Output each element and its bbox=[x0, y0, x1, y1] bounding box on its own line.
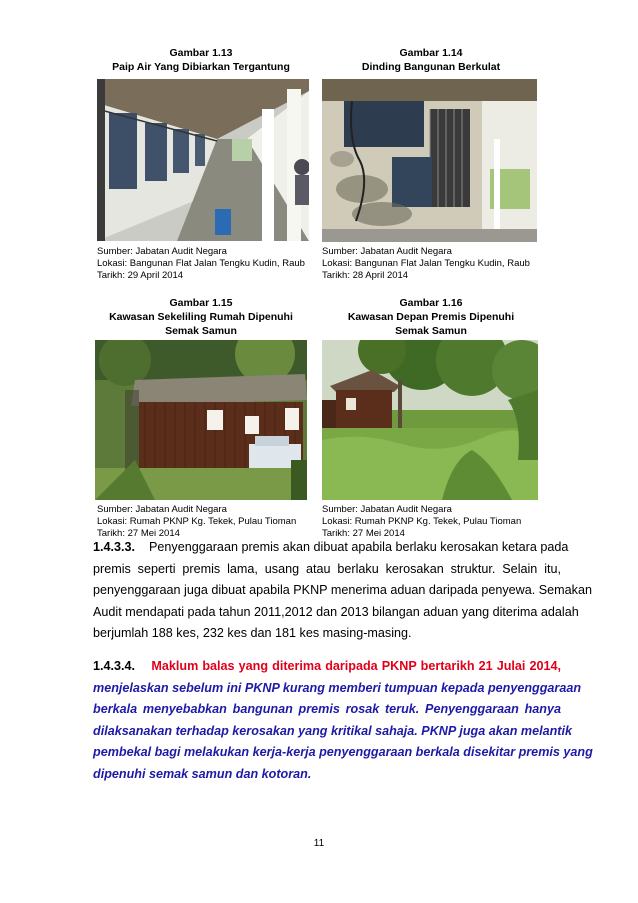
paragraph-line: premis seperti premis lama, usang atau berlaku kerosakan struktur. Selain itu, bbox=[93, 561, 561, 576]
figure-date: Tarikh: 28 April 2014 bbox=[322, 270, 409, 281]
figure-number: Gambar 1.14 bbox=[399, 47, 463, 59]
figure-title-line-2: Semak Samun bbox=[165, 325, 237, 337]
paragraph-line bbox=[93, 537, 569, 559]
figure-location: Lokasi: Bangunan Flat Jalan Tengku Kudin, Raub bbox=[322, 258, 530, 269]
figure-source: Sumber: Jabatan Audit Negara bbox=[322, 246, 452, 257]
paragraph-text: Penyenggaraan premis akan dibuat apabila berlaku kerosakan ketara pada bbox=[149, 540, 569, 554]
response-line: pembekal bagi melakukan kerja-kerja penyenggaraan berkala disekitar premis yang bbox=[93, 745, 593, 760]
figure-number: Gambar 1.13 bbox=[169, 47, 233, 59]
figure-1-14 bbox=[322, 46, 540, 286]
figure-title: Dinding Bangunan Berkulat bbox=[361, 61, 501, 73]
page-number: 11 bbox=[313, 838, 325, 849]
overgrown-yard-photo bbox=[322, 340, 538, 500]
figure-date: Tarikh: 27 Mei 2014 bbox=[322, 528, 405, 539]
figure-1-15 bbox=[92, 296, 310, 539]
figure-source: Sumber: Jabatan Audit Negara bbox=[97, 246, 227, 257]
figure-location: Lokasi: Rumah PKNP Kg. Tekek, Pulau Tioman bbox=[97, 516, 297, 527]
moldy-wall-photo bbox=[322, 79, 537, 242]
paragraph-line: Audit mendapati pada tahun 2011,2012 dan 2013 bilangan aduan yang diterima adalah bbox=[93, 604, 579, 619]
paragraph-1-4-3-4 bbox=[93, 656, 593, 786]
paragraph-line: penyenggaraan juga dibuat apabila PKNP menerima aduan daripada penyewa. Semakan bbox=[93, 583, 592, 598]
response-line: dipenuhi semak samun dan kotoran. bbox=[93, 766, 312, 781]
figure-title: Paip Air Yang Dibiarkan Tergantung bbox=[112, 61, 290, 73]
figure-title-line-1: Kawasan Depan Premis Dipenuhi bbox=[347, 311, 515, 323]
paragraph-number: 1.4.3.3. bbox=[93, 540, 136, 554]
figure-location: Lokasi: Rumah PKNP Kg. Tekek, Pulau Tioman bbox=[322, 516, 522, 527]
figure-1-16 bbox=[322, 296, 540, 539]
paragraph-line bbox=[93, 656, 561, 678]
figure-date: Tarikh: 27 Mei 2014 bbox=[97, 528, 180, 539]
figure-number: Gambar 1.16 bbox=[399, 297, 463, 309]
paragraph-1-4-3-3 bbox=[93, 537, 592, 645]
corridor-photo bbox=[97, 79, 309, 241]
figure-date: Tarikh: 29 April 2014 bbox=[97, 270, 184, 281]
figure-number: Gambar 1.15 bbox=[169, 297, 233, 309]
paragraph-line: berjumlah 188 kes, 232 kes dan 181 kes masing-masing. bbox=[93, 626, 412, 641]
figure-title-line-2: Semak Samun bbox=[395, 325, 467, 337]
figure-source: Sumber: Jabatan Audit Negara bbox=[97, 504, 227, 515]
wooden-house-photo bbox=[95, 340, 307, 500]
response-line: menjelaskan sebelum ini PKNP kurang memberi tumpuan kepada penyenggaraan bbox=[93, 680, 582, 695]
response-line: berkala menyebabkan bangunan premis rosak teruk. Penyenggaraan hanya bbox=[93, 702, 561, 717]
figure-title-line-1: Kawasan Sekeliling Rumah Dipenuhi bbox=[109, 311, 293, 323]
paragraph-number: 1.4.3.4. bbox=[93, 659, 136, 673]
figure-source: Sumber: Jabatan Audit Negara bbox=[322, 504, 452, 515]
response-line: dilaksanakan terhadap kerosakan yang kritikal sahaja. PKNP juga akan melantik bbox=[93, 723, 573, 738]
figure-1-13 bbox=[92, 46, 310, 286]
response-intro-text: Maklum balas yang diterima daripada PKNP bertarikh 21 Julai 2014, bbox=[151, 659, 561, 673]
figure-location: Lokasi: Bangunan Flat Jalan Tengku Kudin, Raub bbox=[97, 258, 305, 269]
